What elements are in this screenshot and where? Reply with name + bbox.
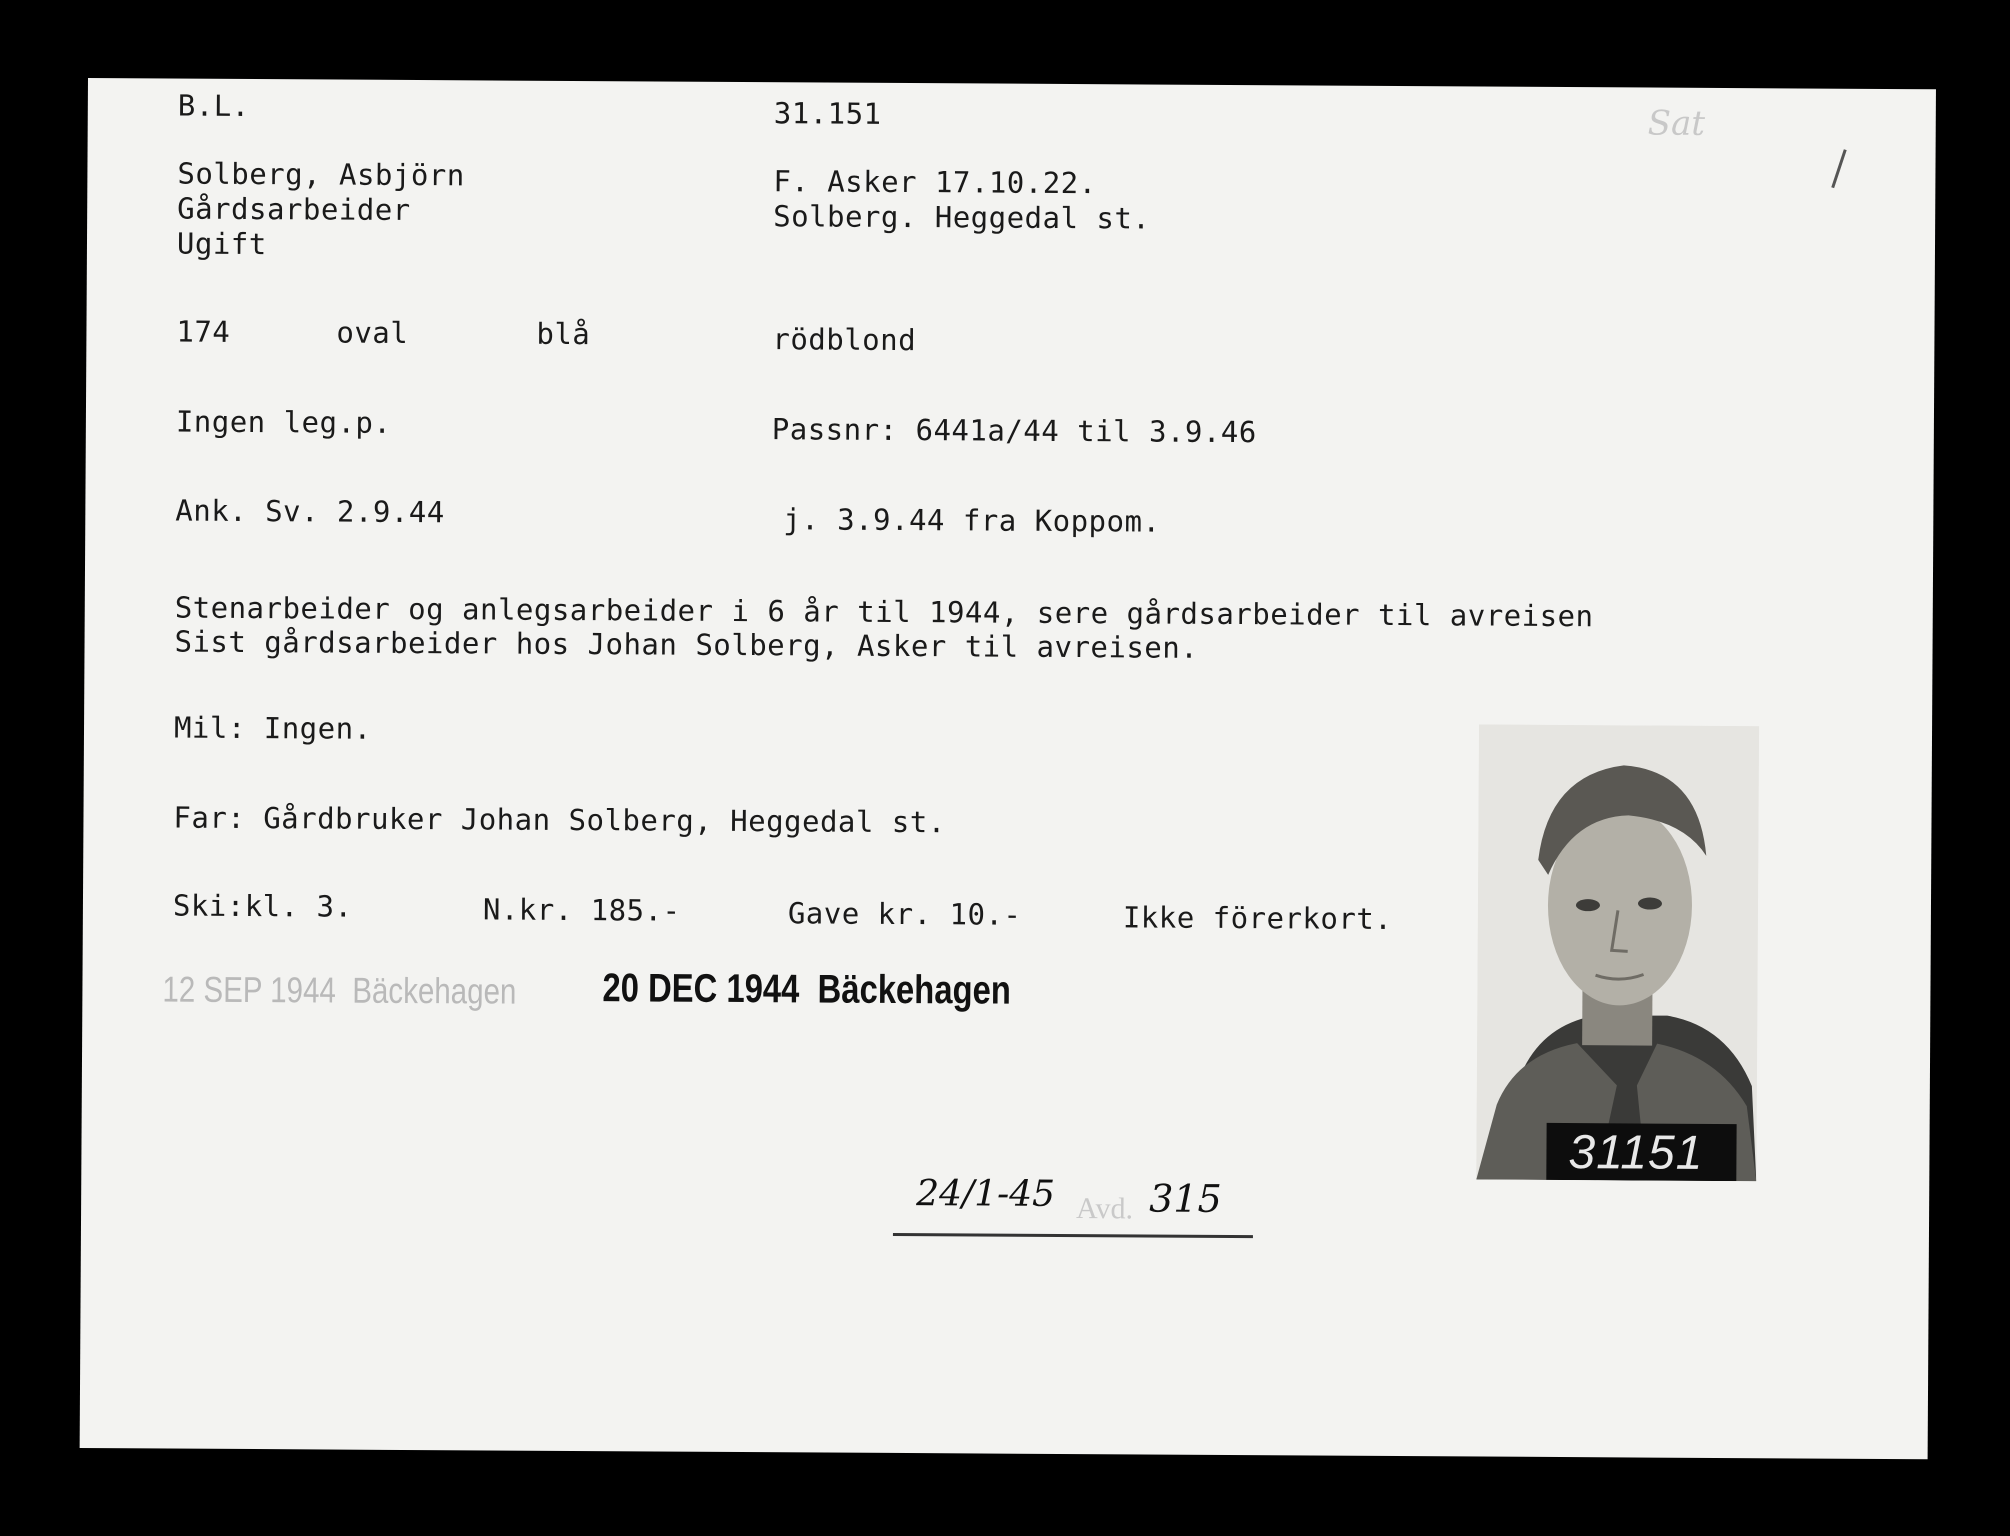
gift-amount: Gave kr. 10.- (787, 896, 1022, 932)
card-code: B.L. (177, 88, 250, 123)
card-number: 31.151 (773, 96, 882, 131)
faded-date-stamp: 12 SEP 1944 Bäckehagen (162, 968, 517, 1012)
money-amount: N.kr. 185.- (482, 892, 681, 928)
ski-class: Ski:kl. 3. (172, 888, 353, 924)
eye-color: blå (536, 316, 591, 352)
address: Solberg. Heggedal st. (773, 199, 1151, 236)
portrait-image (1476, 725, 1759, 1182)
handwritten-date: 24/1-45 (916, 1173, 1056, 1215)
signature-line (893, 1233, 1253, 1238)
portrait-photo (1476, 725, 1759, 1182)
passport-info: Passnr: 6441a/44 til 3.9.46 (771, 412, 1257, 450)
occupation: Gårdsarbeider (177, 191, 411, 227)
registration-card (80, 78, 1936, 1459)
military-info: Mil: Ingen. (173, 710, 372, 746)
registration-info: j. 3.9.44 fra Koppom. (783, 502, 1161, 539)
date-stamp: 20 DEC 1944 Bäckehagen (602, 966, 1011, 1013)
marital-status: Ugift (176, 226, 267, 262)
photo-plate-number: 31151 (1568, 1126, 1704, 1180)
hair-color: rödblond (772, 322, 917, 358)
avd-number: 315 (1149, 1176, 1222, 1221)
work-history-line1: Stenarbeider og anlegsarbeider i 6 år til 1944, sere gårdsarbeider til avreisen (174, 590, 1594, 634)
license-info: Ikke förerkort. (1122, 900, 1393, 936)
face-shape: oval (336, 315, 409, 350)
arrival-info: Ank. Sv. 2.9.44 (175, 493, 445, 530)
avd-label: Avd. (1076, 1192, 1134, 1226)
birth-info: F. Asker 17.10.22. (773, 164, 1097, 201)
work-history-line2: Sist gårdsarbeider hos Johan Solberg, Asker til avreisen. (174, 624, 1199, 665)
legitimation: Ingen leg.p. (175, 404, 392, 440)
person-name: Solberg, Asbjörn (177, 156, 465, 193)
corner-stroke (1831, 149, 1846, 188)
corner-mark: Sat (1647, 103, 1706, 144)
father-info: Far: Gårdbruker Johan Solberg, Heggedal st. (173, 800, 946, 840)
height: 174 (176, 314, 231, 349)
